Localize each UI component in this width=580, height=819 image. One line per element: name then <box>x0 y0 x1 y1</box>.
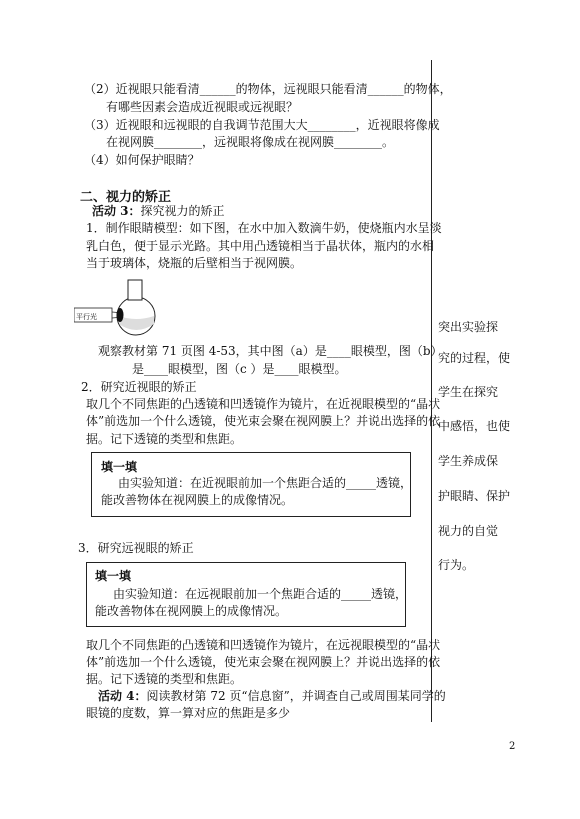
activity-4-label: 活动 4： <box>98 689 147 703</box>
activity-3-label: 活动 3： <box>92 204 141 218</box>
step-2-line2: 体”前选加一个什么透镜，使光束会聚在视网膜上？并说出选择的依 <box>86 414 441 428</box>
question-3-line2: 在视网膜________，远视眼将像成在视网膜________。 <box>106 135 395 149</box>
observe-line1: 观察教材第 71 页图 4-53，其中图（a）是____眼模型，图（b） <box>98 344 443 358</box>
step-3-line3: 据。记下透镜的类型和焦距。 <box>86 672 243 686</box>
activity-4-line1 <box>98 689 446 703</box>
sidebar-note-line: 行为。 <box>438 558 475 572</box>
step-1-line3: 当于玻璃体，烧瓶的后壁相当于视网膜。 <box>86 256 303 270</box>
step-2-line1: 取几个不同焦距的凸透镜和凹透镜作为镜片，在近视眼模型的“晶状 <box>86 397 441 411</box>
fill-in-line1: 由实验知道：在近视眼前加一个焦距合适的_____透镜， <box>118 476 413 490</box>
step-3-title: 3．研究远视眼的矫正 <box>78 541 194 555</box>
fill-in-line2: 能改善物体在视网膜上的成像情况。 <box>95 604 288 618</box>
step-1-line2: 乳白色，便于显示光路。其中用凸透镜相当于晶状体，瓶内的水相 <box>86 239 435 253</box>
observe-line2: 是____眼模型，图（c ）是____眼模型。 <box>132 362 347 376</box>
margin-divider <box>431 60 432 722</box>
section-title: 二、视力的矫正 <box>80 190 172 205</box>
fill-in-title: 填一填 <box>101 460 138 474</box>
sidebar-note-line: 学生在探究 <box>438 385 499 399</box>
fill-in-line2: 能改善物体在视网膜上的成像情况。 <box>101 493 294 507</box>
fill-in-box-myopia <box>91 452 411 517</box>
step-2-line3: 据。记下透镜的类型和焦距。 <box>86 432 243 446</box>
eye-model-figure <box>74 278 160 342</box>
question-4: （4）如何保护眼睛？ <box>84 153 200 167</box>
sidebar-note-line: 究的过程，使 <box>438 351 511 365</box>
step-3-line1: 取几个不同焦距的凸透镜和凹透镜作为镜片，在远视眼模型的“晶状 <box>86 638 441 652</box>
question-2-line2: 有哪些因素会造成近视眼或远视眼？ <box>106 100 299 114</box>
activity-4-line2: 眼镜的度数，算一算对应的焦距是多少 <box>86 706 291 720</box>
sidebar-note-line: 学生养成保 <box>438 454 499 468</box>
activity-4-text: 阅读教材第 72 页“信息窗”，并调查自己或周围某同学的 <box>146 689 446 703</box>
sidebar-note-line: 突出实验探 <box>438 320 499 334</box>
activity-3-text: 探究视力的矫正 <box>140 204 225 218</box>
question-2-line1: （2）近视眼只能看清______的物体，远视眼只能看清______的物体， <box>84 82 452 96</box>
sidebar-note-line: 视力的自觉 <box>438 524 499 538</box>
activity-3-heading <box>92 204 225 218</box>
sidebar-note-line: 护眼睛、保护 <box>438 489 511 503</box>
fill-in-box-hyperopia <box>86 562 406 627</box>
fill-in-title: 填一填 <box>95 569 132 583</box>
fill-in-line1: 由实验知道：在远视眼前加一个焦距合适的_____透镜， <box>113 587 408 601</box>
figure-label: 平行光 <box>76 313 97 321</box>
step-3-line2: 体”前选加一个什么透镜，使光束会聚在视网膜上？并说出选择的依 <box>86 655 441 669</box>
step-1-line1: 1．制作眼睛模型：如下图，在水中加入数滴牛奶，使烧瓶内水呈淡 <box>86 221 442 235</box>
sidebar-note-line: 中感悟，也使 <box>438 419 511 433</box>
page-number: 2 <box>509 741 516 752</box>
question-3-line1: （3）近视眼和远视眼的自我调节范围大大________，近视眼将像成 <box>84 118 440 132</box>
step-2-title: 2．研究近视眼的矫正 <box>81 380 197 394</box>
